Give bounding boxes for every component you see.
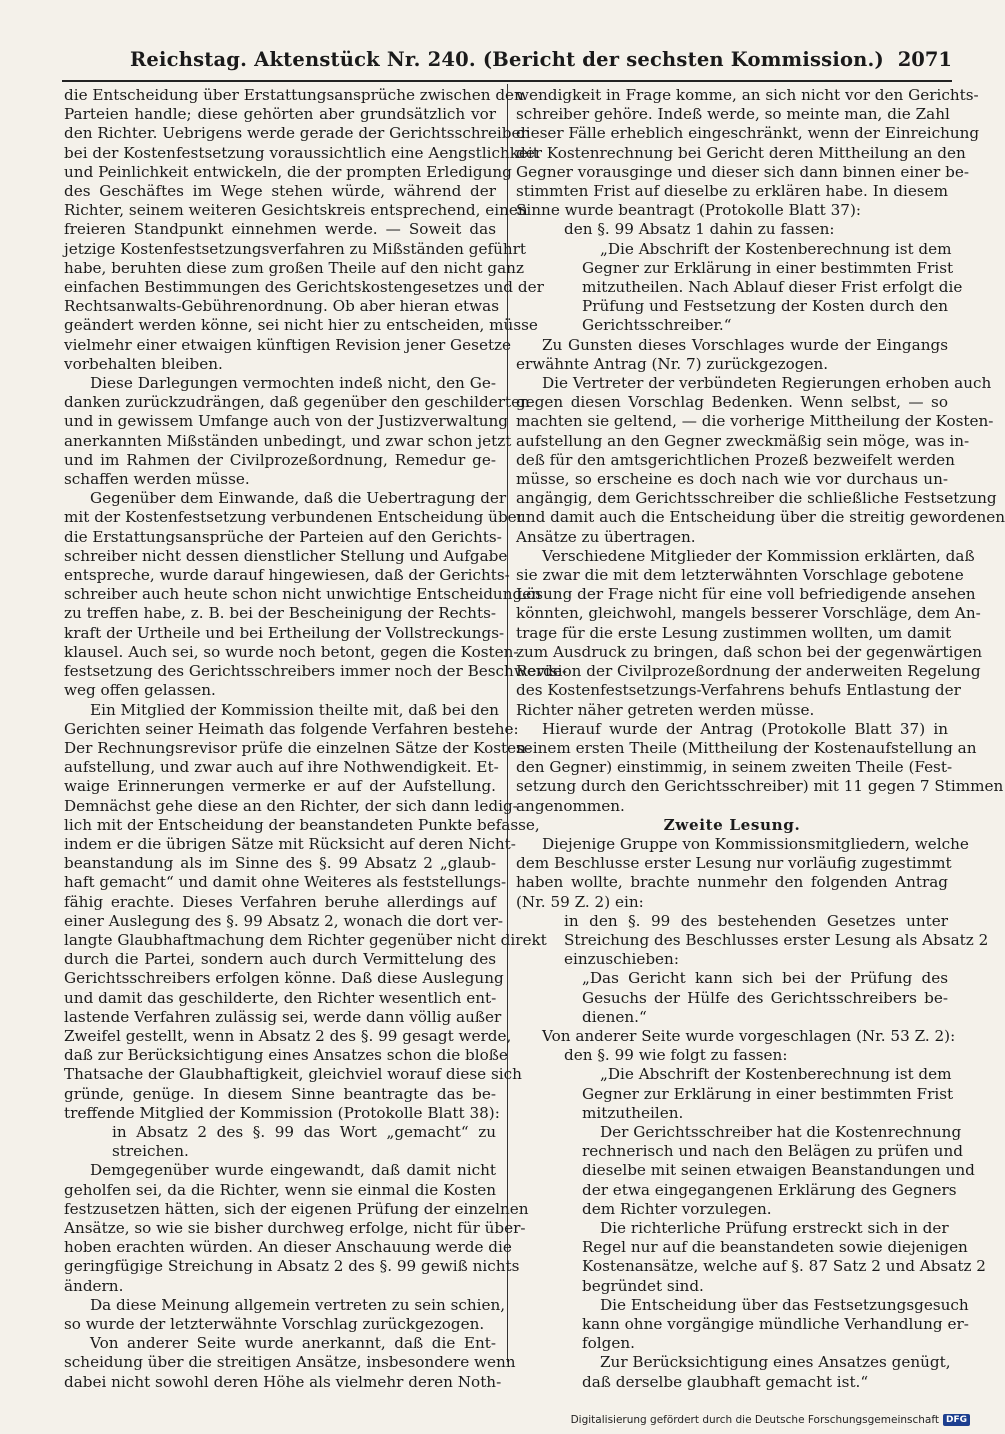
quoted-motion: Die Entscheidung über das Festsetzungsgesuch xyxy=(600,1295,969,1314)
motion-line: den §. 99 wie folgt zu fassen: xyxy=(564,1046,788,1065)
quoted-motion: Die richterliche Prüfung erstreckt sich in der xyxy=(600,1218,949,1237)
quoted-motion: Gesuchs der Hülfe des Gerichtsschreibers be- xyxy=(582,988,948,1007)
motion-line: in den §. 99 des bestehenden Gesetzes unter xyxy=(564,911,948,930)
quoted-motion: in Absatz 2 des §. 99 das Wort „gemacht“ zu xyxy=(112,1122,496,1141)
text-line: Ansätze, so wie sie bisher durchweg erfolge, nicht für über- xyxy=(64,1218,526,1237)
paragraph-start: Von anderer Seite wurde vorgeschlagen (Nr. 53 Z. 2): xyxy=(542,1026,956,1045)
text-line: vielmehr einer etwaigen künftigen Revision jener Gesetze xyxy=(64,335,512,354)
text-line: Gegner vorausginge und dieser sich dann binnen einer be- xyxy=(516,162,969,181)
quoted-motion: Prüfung und Festsetzung der Kosten durch den xyxy=(582,297,948,316)
text-line: Revision der Civilprozeßordnung der anderweiten Regelung xyxy=(516,662,981,681)
text-line: Der Rechnungsrevisor prüfe die einzelnen Sätze der Kosten- xyxy=(64,738,532,757)
text-line: Zweifel gestellt, wenn in Absatz 2 des §. 99 gesagt werde, xyxy=(64,1026,512,1045)
text-line: ändern. xyxy=(64,1276,124,1295)
text-line: geholfen sei, da die Richter, wenn sie einmal die Kosten xyxy=(64,1180,496,1199)
text-line: Lösung der Frage nicht für eine voll befriedigende ansehen xyxy=(516,585,976,604)
text-line: danken zurückzudrängen, daß gegenüber den geschilderten xyxy=(64,393,530,412)
text-line: und damit auch die Entscheidung über die streitig gewordenen xyxy=(516,508,1005,527)
paragraph-start: Diese Darlegungen vermochten indeß nicht, den Ge- xyxy=(90,374,496,393)
quoted-motion: der etwa eingegangenen Erklärung des Gegners xyxy=(582,1180,957,1199)
quoted-motion: Gerichtsschreiber.“ xyxy=(582,316,732,335)
paragraph-start: Hierauf wurde der Antrag (Protokolle Blatt 37) in xyxy=(542,719,948,738)
quoted-motion: dem Richter vorzulegen. xyxy=(582,1199,772,1218)
quoted-motion: dienen.“ xyxy=(582,1007,647,1026)
text-line: erwähnte Antrag (Nr. 7) zurückgezogen. xyxy=(516,354,829,373)
paragraph-start: Ein Mitglied der Kommission theilte mit, daß bei den xyxy=(90,700,499,719)
text-line: hoben erachten würden. An dieser Anschauung werde die xyxy=(64,1238,512,1257)
text-line: so wurde der letzterwähnte Vorschlag zurückgezogen. xyxy=(64,1315,485,1333)
section-heading: Zweite Lesung. xyxy=(663,815,801,834)
header-rule xyxy=(62,80,952,82)
text-line: aufstellung, und zwar auch auf ihre Nothwendigkeit. Et- xyxy=(64,758,499,777)
text-line: Gerichtsschreibers erfolgen könne. Daß diese Auslegung xyxy=(64,969,504,988)
text-line: lastende Verfahren zulässig sei, werde dann völlig außer xyxy=(64,1007,502,1026)
text-line: Rechtsanwalts-Gebührenordnung. Ob aber hieran etwas xyxy=(64,297,500,316)
text-line: Thatsache der Glaubhaftigkeit, gleichviel worauf diese sich xyxy=(64,1065,522,1084)
text-line: festsetzung des Gerichtsschreibers immer noch der Beschwerde- xyxy=(64,662,567,681)
text-line: wendigkeit in Frage komme, an sich nicht vor den Gerichts- xyxy=(516,86,979,104)
digitization-footer xyxy=(571,1414,970,1426)
quoted-motion: folgen. xyxy=(582,1334,635,1353)
text-line: einfachen Bestimmungen des Gerichtskostengesetzes und der xyxy=(64,278,544,297)
quoted-motion: begründet sind. xyxy=(582,1276,704,1295)
running-title: Reichstag. Aktenstück Nr. 240. (Bericht der sechsten Kommission.) xyxy=(130,48,884,71)
paragraph-start: Die Vertreter der verbündeten Regierungen erhoben auch xyxy=(542,374,992,393)
text-line: haben wollte, brachte nunmehr den folgenden Antrag xyxy=(516,873,948,892)
quoted-motion: Regel nur auf die beanstandeten sowie diejenigen xyxy=(582,1238,968,1257)
paragraph-start: Gegenüber dem Einwande, daß die Uebertragung der xyxy=(90,489,507,508)
text-line: aufstellung an den Gegner zweckmäßig sein möge, was in- xyxy=(516,431,970,450)
text-line: durch die Partei, sondern auch durch Vermittelung des xyxy=(64,950,496,969)
text-line: und damit das geschilderte, den Richter wesentlich ent- xyxy=(64,988,497,1007)
text-line: vorbehalten bleiben. xyxy=(64,354,223,373)
text-line: (Nr. 59 Z. 2) ein: xyxy=(516,892,644,911)
text-line: klausel. Auch sei, so wurde noch betont, gegen die Kosten- xyxy=(64,642,519,661)
page-number: 2071 xyxy=(897,48,952,71)
text-line: des Geschäftes im Wege stehen würde, während der xyxy=(64,182,496,201)
text-line: schreiber auch heute schon nicht unwichtige Entscheidungen xyxy=(64,585,541,604)
quoted-motion: Der Gerichtsschreiber hat die Kostenrechnung xyxy=(600,1122,962,1141)
quoted-motion: Gegner zur Erklärung in einer bestimmten Frist xyxy=(582,258,954,277)
text-line: Richter näher getreten werden müsse. xyxy=(516,700,815,719)
text-line: weg offen gelassen. xyxy=(64,681,216,700)
quoted-motion: mitzutheilen. Nach Ablauf dieser Frist erfolgt die xyxy=(582,278,963,297)
page-header xyxy=(62,48,952,82)
quoted-motion: rechnerisch und nach den Belägen zu prüfen und xyxy=(582,1142,963,1161)
quoted-motion: mitzutheilen. xyxy=(582,1103,684,1122)
text-line: die Entscheidung über Erstattungsansprüche zwischen den xyxy=(64,86,524,104)
quoted-motion: „Die Abschrift der Kostenberechnung ist dem xyxy=(600,239,952,258)
text-line: geringfügige Streichung in Absatz 2 des §. 99 gewiß nichts xyxy=(64,1257,520,1276)
text-line: gegen diesen Vorschlag Bedenken. Wenn selbst, — so xyxy=(516,393,948,412)
quoted-motion: dieselbe mit seinen etwaigen Beanstandungen und xyxy=(582,1161,975,1180)
text-line: einer Auslegung des §. 99 Absatz 2, wonach die dort ver- xyxy=(64,911,503,930)
text-line: schreiber gehöre. Indeß werde, so meinte man, die Zahl xyxy=(516,105,950,124)
motion-line: Streichung des Beschlusses erster Lesung als Absatz 2 xyxy=(564,930,989,949)
quoted-motion: daß derselbe glaubhaft gemacht ist.“ xyxy=(582,1372,869,1391)
text-line: mit der Kostenfestsetzung verbundenen Entscheidung über xyxy=(64,508,524,527)
text-line: Parteien handle; diese gehörten aber grundsätzlich vor xyxy=(64,105,496,124)
text-line: festzusetzen hätten, sich der eigenen Prüfung der einzelnen xyxy=(64,1199,529,1218)
text-line: anerkannten Mißständen unbedingt, und zwar schon jetzt xyxy=(64,431,512,450)
text-line: dabei nicht sowohl deren Höhe als vielmehr deren Noth- xyxy=(64,1372,502,1391)
text-line: habe, beruhten diese zum großen Theile auf den nicht ganz xyxy=(64,258,524,277)
text-line: daß zur Berücksichtigung eines Ansatzes schon die bloße xyxy=(64,1046,508,1065)
text-line: dem Beschlusse erster Lesung nur vorläufig zugestimmt xyxy=(516,854,952,873)
text-line: sie zwar die mit dem letzterwähnten Vorschlage gebotene xyxy=(516,566,964,585)
right-column xyxy=(516,86,1005,1392)
left-column xyxy=(64,86,567,1392)
paragraph-start: Demgegenüber wurde eingewandt, daß damit nicht xyxy=(90,1161,496,1180)
text-line: freieren Standpunkt einnehmen werde. — Soweit das xyxy=(64,220,496,239)
paragraph-start: Zu Gunsten dieses Vorschlages wurde der Eingangs xyxy=(542,335,948,354)
text-line: den Gegner) einstimmig, in seinem zweiten Theile (Fest- xyxy=(516,758,953,777)
text-line: lich mit der Entscheidung der beanstandeten Punkte befasse, xyxy=(64,815,540,834)
text-line: müsse, so erscheine es doch nach wie vor durchaus un- xyxy=(516,470,948,489)
paragraph-start: Von anderer Seite wurde anerkannt, daß die Ent- xyxy=(90,1334,496,1353)
text-line: setzung durch den Gerichtsschreiber) mit 11 gegen 7 Stimmen xyxy=(516,777,1004,796)
quoted-motion: streichen. xyxy=(112,1142,189,1161)
text-line: langte Glaubhaftmachung dem Richter gegenüber nicht direkt xyxy=(64,930,547,949)
text-line: indem er die übrigen Sätze mit Rücksicht auf deren Nicht- xyxy=(64,834,516,853)
quoted-motion: kann ohne vorgängige mündliche Verhandlung er- xyxy=(582,1315,969,1333)
text-line: die Erstattungsansprüche der Parteien auf den Gerichts- xyxy=(64,527,502,546)
text-line: waige Erinnerungen vermerke er auf der Aufstellung. xyxy=(64,777,496,796)
text-line: Demnächst gehe diese an den Richter, der sich dann ledig- xyxy=(64,796,518,815)
text-line: könnten, gleichwohl, mangels besserer Vorschläge, dem An- xyxy=(516,604,981,623)
text-line: trage für die erste Lesung zustimmen wollten, um damit xyxy=(516,623,952,642)
text-line: Gerichten seiner Heimath das folgende Verfahren bestehe: xyxy=(64,719,519,738)
text-line: den Richter. Uebrigens werde gerade der Gerichtsschreiber xyxy=(64,124,528,143)
dfg-logo: DFG xyxy=(943,1414,970,1426)
text-line: zu treffen habe, z. B. bei der Bescheinigung der Rechts- xyxy=(64,604,496,623)
footer-text: Digitalisierung gefördert durch die Deutsche Forschungsgemeinschaft xyxy=(570,1414,939,1426)
text-line: beanstandung als im Sinne des §. 99 Absatz 2 „glaub- xyxy=(64,854,496,873)
text-line: der Kostenrechnung bei Gericht deren Mittheilung an den xyxy=(516,143,966,162)
text-line: haft gemacht“ und damit ohne Weiteres als feststellungs- xyxy=(64,873,507,892)
motion-line: den §. 99 Absatz 1 dahin zu fassen: xyxy=(564,220,835,239)
text-line: fähig erachte. Dieses Verfahren beruhe allerdings auf xyxy=(64,892,496,911)
text-line: kraft der Urtheile und bei Ertheilung der Vollstreckungs- xyxy=(64,623,505,642)
text-line: geändert werden könne, sei nicht hier zu entscheiden, müsse xyxy=(64,316,538,335)
text-line: deß für den amtsgerichtlichen Prozeß bezweifelt werden xyxy=(516,450,955,469)
text-line: dieser Fälle erheblich eingeschränkt, wenn der Einreichung xyxy=(516,124,980,143)
quoted-motion: Zur Berücksichtigung eines Ansatzes genügt, xyxy=(600,1353,951,1372)
text-line: Ansätze zu übertragen. xyxy=(516,527,696,546)
text-line: und in gewissem Umfange auch von der Justizverwaltung xyxy=(64,412,508,431)
quoted-motion: „Das Gericht kann sich bei der Prüfung des xyxy=(582,969,948,988)
text-line: jetzige Kostenfestsetzungsverfahren zu Mißständen geführt xyxy=(64,239,527,258)
text-line: angängig, dem Gerichtsschreiber die schließliche Festsetzung xyxy=(516,489,997,508)
quoted-motion: Kostenansätze, welche auf §. 87 Satz 2 und Absatz 2 xyxy=(582,1257,986,1276)
text-line: stimmten Frist auf dieselbe zu erklären habe. In diesem xyxy=(516,182,949,201)
text-line: gründe, genüge. In diesem Sinne beantragte das be- xyxy=(64,1084,496,1103)
text-line: und im Rahmen der Civilprozeßordnung, Remedur ge- xyxy=(64,450,496,469)
text-line: machten sie geltend, — die vorherige Mittheilung der Kosten- xyxy=(516,412,994,431)
text-line: schreiber nicht dessen dienstlicher Stellung und Aufgabe xyxy=(64,546,508,565)
text-line: seinem ersten Theile (Mittheilung der Kostenaufstellung an xyxy=(516,738,977,757)
quoted-motion: „Die Abschrift der Kostenberechnung ist dem xyxy=(600,1065,952,1084)
paragraph-start: Verschiedene Mitglieder der Kommission erklärten, daß xyxy=(542,546,975,565)
quoted-motion: Gegner zur Erklärung in einer bestimmten Frist xyxy=(582,1084,954,1103)
paragraph-start: Da diese Meinung allgemein vertreten zu sein schien, xyxy=(90,1295,506,1314)
text-line: angenommen. xyxy=(516,796,625,815)
text-line: schaffen werden müsse. xyxy=(64,470,250,489)
text-line: zum Ausdruck zu bringen, daß schon bei der gegenwärtigen xyxy=(516,642,982,661)
motion-line: einzuschieben: xyxy=(564,950,679,969)
text-line: des Kostenfestsetzungs-Verfahrens behufs Entlastung der xyxy=(516,681,961,700)
paragraph-start: Diejenige Gruppe von Kommissionsmitgliedern, welche xyxy=(542,834,969,853)
text-line: bei der Kostenfestsetzung voraussichtlich eine Aengstlichkeit xyxy=(64,143,539,162)
text-line: scheidung über die streitigen Ansätze, insbesondere wenn xyxy=(64,1353,516,1372)
text-line: und Peinlichkeit entwickeln, die der prompten Erledigung xyxy=(64,162,512,181)
text-line: Sinne wurde beantragt (Protokolle Blatt 37): xyxy=(516,201,861,220)
text-line: treffende Mitglied der Kommission (Protokolle Blatt 38): xyxy=(64,1103,500,1122)
text-line: Richter, seinem weiteren Gesichtskreis entsprechend, einen xyxy=(64,201,528,220)
text-line: entspreche, wurde darauf hingewiesen, daß der Gerichts- xyxy=(64,566,510,585)
